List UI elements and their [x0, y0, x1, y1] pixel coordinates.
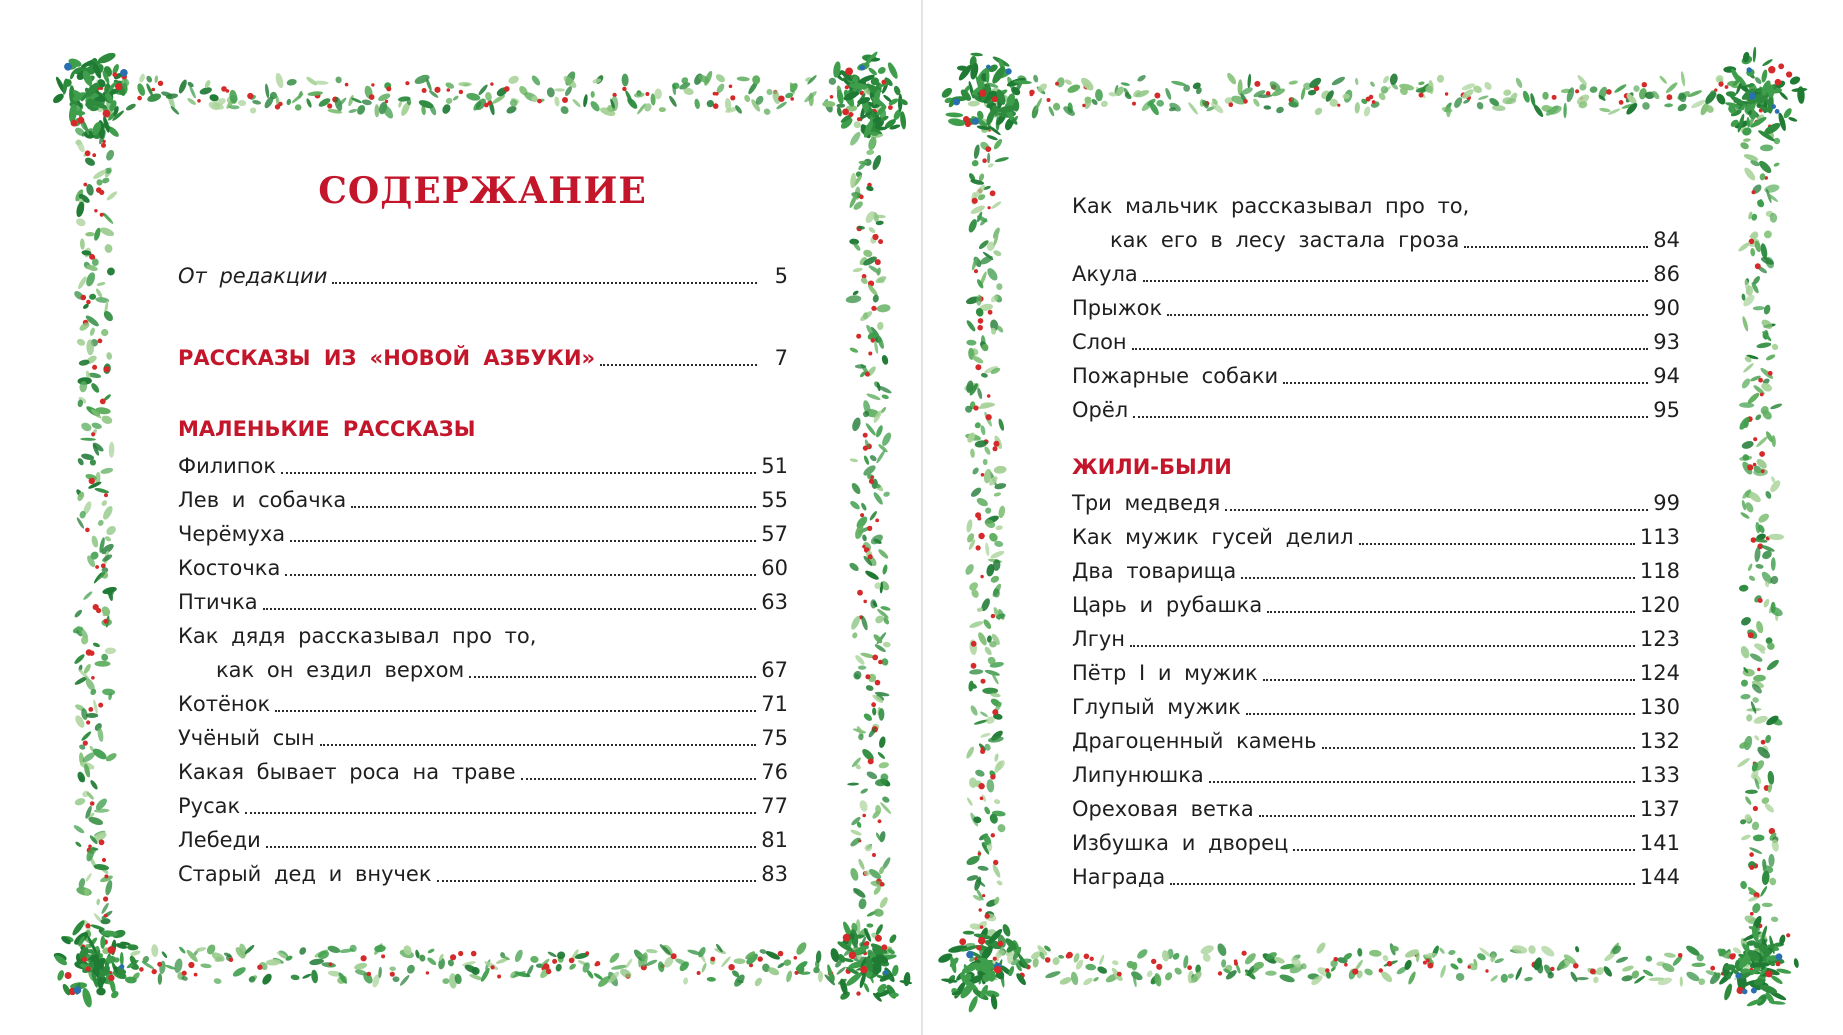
dot-leader	[320, 744, 757, 746]
toc-entry-title: как он ездил верхом	[216, 658, 465, 682]
dot-leader	[1143, 280, 1648, 282]
toc-entry-title: Косточка	[178, 556, 281, 580]
toc-entry-page: 55	[761, 488, 788, 512]
toc-entry-page: 141	[1639, 831, 1680, 855]
dot-leader	[1132, 348, 1649, 350]
dot-leader	[275, 710, 756, 712]
dot-leader	[1225, 509, 1648, 511]
toc-entry[interactable]	[178, 581, 788, 615]
dot-leader	[290, 540, 756, 542]
toc-entry[interactable]	[1072, 720, 1680, 754]
toc-entry[interactable]	[178, 853, 788, 887]
toc-entry-title: Птичка	[178, 590, 258, 614]
toc-entry[interactable]	[1072, 618, 1680, 652]
toc-entry[interactable]	[1072, 584, 1680, 618]
toc-entry-page: 83	[761, 862, 788, 886]
toc-entry-page: 76	[761, 760, 788, 784]
toc-entry-page: 57	[761, 522, 788, 546]
dot-leader	[1464, 246, 1648, 248]
toc-entry-page: 5	[774, 264, 788, 288]
toc-entry-title: Орёл	[1072, 398, 1129, 422]
dot-leader	[263, 608, 757, 610]
toc-entry-page: 133	[1639, 763, 1680, 787]
dot-leader	[1246, 713, 1635, 715]
toc-entry-page: 84	[1653, 228, 1680, 252]
dot-leader	[600, 364, 757, 366]
toc-entry-title: Три медведя	[1072, 491, 1221, 515]
toc-entry-title: Прыжок	[1072, 296, 1163, 320]
toc-section-title: РАССКАЗЫ ИЗ «НОВОЙ АЗБУКИ»	[178, 346, 596, 370]
toc-entry-page: 118	[1639, 559, 1680, 583]
toc-entry-title: Царь и рубашка	[1072, 593, 1263, 617]
toc-entry[interactable]	[1072, 185, 1680, 219]
toc-entry-title: Лебеди	[178, 828, 261, 852]
left-page	[95, 95, 870, 965]
toc-entry[interactable]	[178, 751, 788, 785]
dot-leader	[1267, 611, 1635, 613]
toc-entry-title: Как дядя рассказывал про то,	[178, 624, 537, 648]
toc-entry[interactable]	[178, 785, 788, 819]
toc-section-rasskazy[interactable]	[178, 337, 788, 371]
book-gutter	[921, 0, 923, 1035]
toc-entry-title: Драгоценный камень	[1072, 729, 1317, 753]
toc-right	[1072, 185, 1680, 945]
toc-entry-title: Учёный сын	[178, 726, 315, 750]
toc-entry-title: Черёмуха	[178, 522, 286, 546]
toc-entry-page: 99	[1653, 491, 1680, 515]
toc-entry-title: как его в лесу застала гроза	[1110, 228, 1460, 252]
dot-leader	[521, 778, 757, 780]
toc-entry[interactable]	[1072, 754, 1680, 788]
toc-entry-title: Акула	[1072, 262, 1138, 286]
dot-leader	[1133, 416, 1648, 418]
dot-leader	[1322, 747, 1635, 749]
toc-entry-page: 137	[1639, 797, 1680, 821]
toc-entry[interactable]	[178, 615, 788, 649]
toc-entry-page: 51	[761, 454, 788, 478]
toc-section-page: 7	[774, 346, 788, 370]
toc-entry-page: 71	[761, 692, 788, 716]
toc-entry-title: Филипок	[178, 454, 277, 478]
toc-entry-page: 132	[1639, 729, 1680, 753]
dot-leader	[281, 472, 756, 474]
toc-entry[interactable]	[1072, 219, 1680, 253]
toc-entry-title: Котёнок	[178, 692, 271, 716]
dot-leader	[332, 282, 757, 284]
dot-leader	[1241, 577, 1635, 579]
dot-leader	[285, 574, 756, 576]
dot-leader	[1283, 382, 1648, 384]
dot-leader	[437, 880, 757, 882]
toc-entry-page: 130	[1639, 695, 1680, 719]
section-heading-zhili: ЖИЛИ-БЫЛИ	[1072, 455, 1232, 479]
toc-entry-title: От редакции	[178, 264, 328, 288]
dot-leader	[1263, 679, 1635, 681]
dot-leader	[351, 506, 756, 508]
toc-entry[interactable]	[178, 683, 788, 717]
toc-entry[interactable]	[178, 479, 788, 513]
dot-leader	[266, 846, 757, 848]
dot-leader	[1167, 314, 1648, 316]
toc-entry[interactable]	[178, 513, 788, 547]
toc-entry-title: Лев и собачка	[178, 488, 347, 512]
dot-leader	[1259, 815, 1635, 817]
toc-entry[interactable]	[178, 819, 788, 853]
dot-leader	[245, 812, 756, 814]
toc-entry[interactable]	[1072, 355, 1680, 389]
toc-entry[interactable]	[178, 547, 788, 581]
toc-entry[interactable]	[1072, 788, 1680, 822]
toc-entry-page: 123	[1639, 627, 1680, 651]
toc-entry-page: 60	[761, 556, 788, 580]
toc-entry[interactable]	[1072, 856, 1680, 890]
toc-entry-title: Избушка и дворец	[1072, 831, 1289, 855]
toc-entry[interactable]	[1072, 253, 1680, 287]
toc-entry[interactable]	[1072, 550, 1680, 584]
toc-entry-page: 124	[1639, 661, 1680, 685]
toc-entry-page: 63	[761, 590, 788, 614]
toc-entry-intro[interactable]	[178, 255, 788, 289]
toc-entry-page: 144	[1639, 865, 1680, 889]
right-page	[985, 95, 1760, 965]
page-title: СОДЕРЖАНИЕ	[318, 170, 647, 212]
toc-entry-title: Награда	[1072, 865, 1166, 889]
dot-leader	[1293, 849, 1635, 851]
toc-entry-page: 95	[1653, 398, 1680, 422]
toc-entry-title: Ореховая ветка	[1072, 797, 1254, 821]
toc-entry[interactable]	[1072, 389, 1680, 423]
toc-entry[interactable]	[1072, 321, 1680, 355]
toc-entry-title: Липунюшка	[1072, 763, 1204, 787]
toc-entry[interactable]	[1072, 686, 1680, 720]
toc-entry-title: Слон	[1072, 330, 1127, 354]
toc-entry-title: Пётр I и мужик	[1072, 661, 1258, 685]
toc-entry[interactable]	[178, 649, 788, 683]
toc-entry-title: Как мальчик рассказывал про то,	[1072, 194, 1470, 218]
dot-leader	[1359, 543, 1635, 545]
toc-entry[interactable]	[1072, 287, 1680, 321]
toc-entry-page: 75	[761, 726, 788, 750]
toc-entry-title: Глупый мужик	[1072, 695, 1241, 719]
toc-entry-title: Старый дед и внучек	[178, 862, 432, 886]
toc-entry-title: Пожарные собаки	[1072, 364, 1279, 388]
toc-entry[interactable]	[1072, 516, 1680, 550]
toc-entry-page: 67	[761, 658, 788, 682]
toc-entry-page: 90	[1653, 296, 1680, 320]
toc-entry-page: 77	[761, 794, 788, 818]
section-heading-malenkie: МАЛЕНЬКИЕ РАССКАЗЫ	[178, 417, 476, 441]
toc-entry[interactable]	[1072, 822, 1680, 856]
toc-entry-page: 94	[1653, 364, 1680, 388]
toc-entry[interactable]	[178, 717, 788, 751]
toc-entry-page: 86	[1653, 262, 1680, 286]
dot-leader	[1130, 645, 1635, 647]
toc-entry-page: 93	[1653, 330, 1680, 354]
toc-entry[interactable]	[1072, 652, 1680, 686]
dot-leader	[469, 676, 756, 678]
toc-entry[interactable]	[178, 445, 788, 479]
toc-entry[interactable]	[1072, 482, 1680, 516]
toc-left	[178, 255, 788, 935]
toc-entry-title: Какая бывает роса на траве	[178, 760, 516, 784]
toc-entry-page: 120	[1639, 593, 1680, 617]
toc-entry-page: 81	[761, 828, 788, 852]
toc-entry-title: Как мужик гусей делил	[1072, 525, 1354, 549]
toc-entry-page: 113	[1639, 525, 1680, 549]
dot-leader	[1209, 781, 1635, 783]
toc-entry-title: Русак	[178, 794, 241, 818]
dot-leader	[1170, 883, 1635, 885]
toc-entry-title: Лгун	[1072, 627, 1125, 651]
toc-entry-title: Два товарища	[1072, 559, 1237, 583]
